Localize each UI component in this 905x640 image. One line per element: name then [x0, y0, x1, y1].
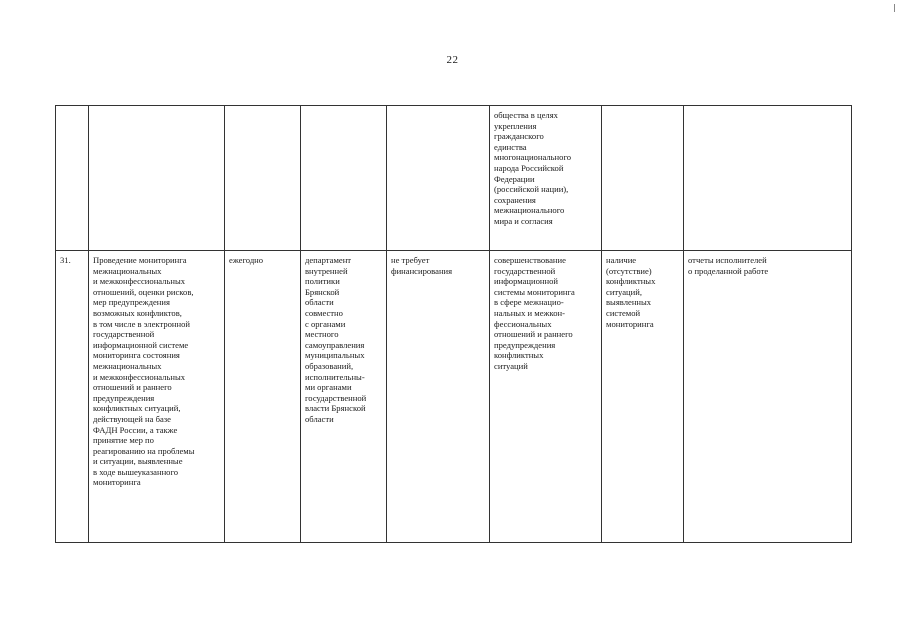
cell-executor: [301, 106, 387, 251]
cell-funding: [387, 106, 490, 251]
scan-edge-mark: [894, 4, 895, 12]
page-number: 22: [446, 54, 459, 66]
cell-report: [684, 106, 852, 251]
cell-report: отчеты исполнителей о проделанной работе: [684, 251, 852, 543]
cell-goal: совершенствование государственной информационной системы мониторинга в сфере межнацио- нальных и межкон- фессиональных отношений и раннего предупреждения конфликтных ситуаций: [490, 251, 602, 543]
table-row-31: [56, 251, 852, 543]
cell-funding: не требует финансирования: [387, 251, 490, 543]
cell-timing: [225, 106, 301, 251]
cell-number: [56, 106, 89, 251]
cell-indicator: [602, 106, 684, 251]
table-row-continuation: [56, 106, 852, 251]
cell-goal: общества в целях укрепления гражданского единства многонационального народа Российской Федерации (российской нации), сохранения межнационального мира и согласия: [490, 106, 602, 251]
cell-activity: [89, 106, 225, 251]
cell-activity: Проведение мониторинга межнациональных и межконфессиональных отношений, оценки рисков, мер предупреждения возможных конфликтов, в том числе в электронной государственной информационной системе мониторинга состояния межнациональных и межконфессиональных отношений и раннего предупреждения конфликтных ситуаций, действующей на базе ФАДН России, а также принятие мер по реагированию на проблемы и ситуации, выявленные в ходе вышеуказанного мониторинга: [89, 251, 225, 543]
cell-timing: ежегодно: [225, 251, 301, 543]
cell-number: 31.: [56, 251, 89, 543]
cell-executor: департамент внутренней политики Брянской области совместно с органами местного самоуправления муниципальных образований, исполнительны- ми органами государственной власти Брянской области: [301, 251, 387, 543]
measures-table: [55, 105, 852, 543]
cell-indicator: наличие (отсутствие) конфликтных ситуаций, выявленных системой мониторинга: [602, 251, 684, 543]
